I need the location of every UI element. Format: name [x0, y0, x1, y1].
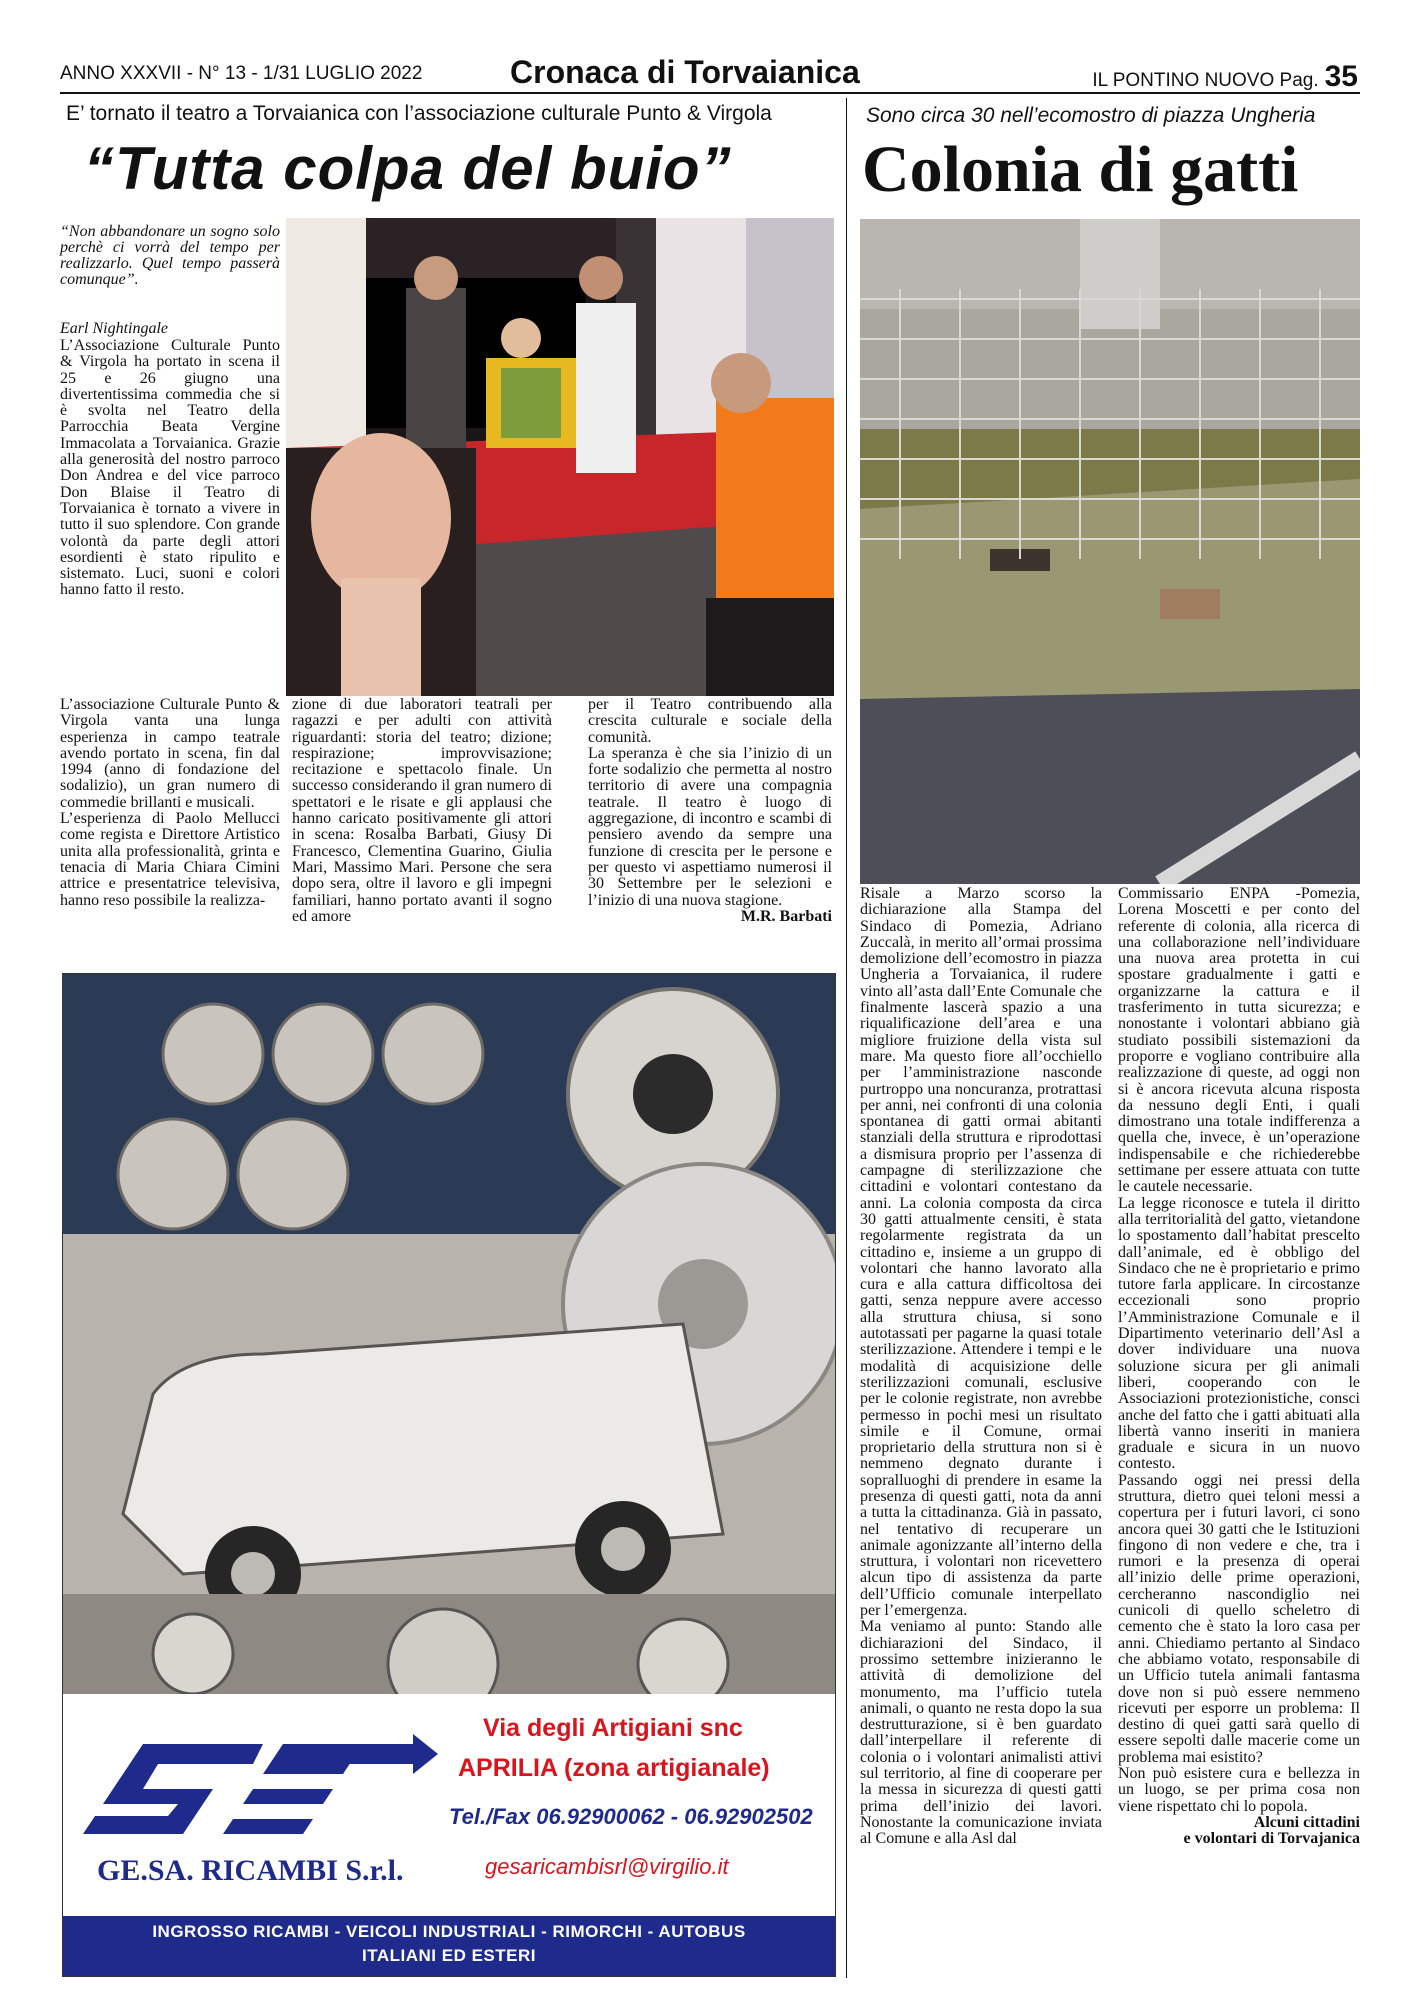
left-col1-p3: L’esperienza di Paolo Mellucci come regista e Direttore Artistico unita alla professionalità, grinta e tenacia di Maria Chiara Cimini attrice e presentatrice televisiva, hanno reso possibile la realizza- — [60, 810, 280, 909]
ad-banner-line1: INGROSSO RICAMBI - VEICOLI INDUSTRIALI - RIMORCHI - AUTOBUS — [152, 1922, 746, 1941]
left-col3 — [588, 697, 832, 925]
right-col2-p2: La legge riconosce e tutela il diritto alla territorialità del gatto, vietandone lo spostamento dall’habitat prescelto dall’animale, ed è obbligo del Sindaco che ne è proprietario e primo tutore farla applicare. In circostanze eccezionali sono proprio l’Amministrazione Comunale e il Dipartimento veterinario dell’Asl a dover individuare una nuova soluzione sicura per gli animali liberi, cooperando con le Associazioni protezionistiche, consci anche del fatto che i gatti abituati alla libertà vanno inseriti in maniera graduale e sicura in un nuovo contesto. — [1118, 1194, 1360, 1473]
left-col1-top: L’Associazione Culturale Punto & Virgola ha portato in scena il 25 e 26 giugno una divertentissima commedia che si è svolta nel Teatro della Parrocchia Beata Vergine Immacolata a Torvaianica. Grazie alla generosità del nostro parroco Don Andrea e del vice parroco Don Blaise il Teatro di Torvaianica è tornato a vivere in tutto il suo splendore. Con grande volontà da parte degli attori esordienti è stato ripulito e sistemato. Luci, suoni e colori hanno fatto il resto. — [60, 337, 280, 599]
right-col1 — [860, 886, 1102, 1848]
left-col1-p2: L’associazione Culturale Punto & Virgola vanta una lunga esperienza in campo teatrale avendo portato in scena, fin dal 1994 (anno di fondazione del sodalizio), un gran numero di commedie brillanti e musicali. — [60, 696, 280, 811]
cats-photo — [860, 219, 1360, 884]
company-email[interactable]: gesaricambisrl@virgilio.it — [485, 1854, 729, 1879]
left-kicker: E’ tornato il teatro a Torvaianica con l’associazione culturale Punto & Virgola — [66, 102, 772, 125]
company-city: APRILIA — [458, 1754, 558, 1782]
company-zone: (zona artigianale) — [564, 1754, 770, 1782]
left-col2: zione di due laboratori teatrali per ragazzi e per adulti con attività riguardanti: storia del teatro; dizione; respirazione; improvvisazione; recitazione e spettacolo finale. Un successo considerando il gran numero di spettatori e le risate e gli applausi che hanno caricato positivamente gli attori in scena: Rosalba Barbati, Giusy Di Francesco, Clementina Guarino, Giulia Mari, Massimo Mari. Persone che sera dopo sera, oltre il lavoro e gli impegni familiari, hanno portato avanti il sogno ed amore — [292, 696, 552, 925]
ad-banner-line2: ITALIANI ED ESTERI — [362, 1946, 536, 1965]
section-title: Cronaca di Torvaianica — [510, 54, 860, 90]
issue-line: ANNO XXXVII - N° 13 - 1/31 LUGLIO 2022 — [60, 63, 423, 84]
right-col1-p1: Risale a Marzo scorso la dichiarazione alla Stampa del Sindaco di Pomezia, Adriano Zuccalà, in merito all’ormai prossima demolizione dell’ecomostro in piazza Ungheria a Torvaianica, il rudere vinto all’asta dall’Ente Comunale che finalmente lascerà spazio a una riqualificazione dell’area e una migliore fruizione della vista sul mare. Ma questo fiore all’occhiello per l’amministrazione nasconde purtroppo una noncuranza, protrattasi per anni, nei confronti di una colonia spontanea di gatti ormai abitanti stanziali della struttura e riprodottasi a dismisura proprio per l’assenza di campagne di sterilizzazione che cittadini e volontari contestano da anni. La colonia composta da circa 30 gatti attualmente censiti, è stata regolarmente registrata da un cittadino e, insieme a un gruppo di volontari che hanno lavorato alla cura e alla cattura difficoltosa dei gatti, senza neppure avere accesso alla struttura chiusa, si sono autotassati per pagarne la quasi totale sterilizzazione. Attendere i tempi e le modalità di acquisizione delle sterilizzazioni comunali, esclusive per le colonie registrate, non avrebbe permesso in pochi mesi un risultato simile e il Comune, ormai proprietario della struttura non si è nemmeno degnato durante i sopralluoghi di prendere in esame la presenza di questi gatti, nota da anni a tutta la cittadinanza. Già in passato, nel tentativo di recuperare un animale agonizzante all’interno della struttura, i volontari non ricevettero alcun tipo di assistenza da parte dell’Ufficio comunale interpellato per l’emergenza. — [860, 885, 1102, 1620]
epigraph-quote: “Non abbandonare un sogno solo perchè ci vorrà del tempo per realizzarlo. Quel tempo passerà comunque”. — [60, 223, 280, 288]
right-col1-p2: Ma veniamo al punto: Stando alle dichiarazioni del Sindaco, il prossimo settembre inizieranno le attività di demolizione del monumento, ma l’ufficio tutela animali, o quanto ne resta dopo la sua destrutturazione, si è ben guardato dall’interpellare il referente di colonia o i volontari animalisti attivi sul territorio, al fine di cooperare per la messa in sicurezza di questi gatti prima dell’inizio dei lavori. Nonostante la comunicazione inviata al Comune e alla Asl dal — [860, 1618, 1102, 1848]
page-label: Pag. — [1279, 70, 1319, 91]
epigraph-author: Earl Nightingale — [60, 320, 168, 337]
company-address: Via degli Artigiani snc — [483, 1714, 743, 1742]
company-phone: Tel./Fax 06.92900062 - 06.92902502 — [449, 1804, 813, 1829]
left-signature: M.R. Barbati — [740, 907, 832, 925]
right-col2-p1: Commissario ENPA -Pomezia, Lorena Moscetti e per conto del referente di colonia, alla ricerca di una collaborazione nell’individuare una nuova area protetta in cui spostare gradualmente i gatti e organizzarne la cattura e il trasferimento in tutta sicurezza; e nonostante i volontari abbiano già studiato possibili sistemazioni da proporre e vogliano contribuire alla realizzazione di queste, ad oggi non si è ancora ricevuta alcuna risposta da nessuno degli Enti, i quali dimostrano una totale indifferenza a quella che, invece, è un’operazione indispensabile e che richiederebbe settimane per essere attuata con tutte le cautele necessarie. — [1118, 885, 1360, 1196]
left-headline: “Tutta colpa del buio” — [84, 135, 732, 202]
right-col2-p4: Non può esistere cura e bellezza in un luogo, se per prima cosa non viene rispettato chi lo popola. — [1118, 1765, 1360, 1815]
advertisement — [62, 973, 836, 1977]
right-col2-p3: Passando oggi nei pressi della struttura, dietro quei teloni messi a copertura per i futuri lavori, ci sono ancora quei 30 gatti che le Istituzioni fingono di non vedere e che, tra i rumori e la presenza di operai all’inizio delle prime operazioni, cercheranno nascondiglio nei cunicoli di quello scheletro di cemento che è stato la loro casa per anni. Chiediamo pertanto al Sindaco che abbiamo votato, responsabile di un Ufficio tutela animali fantasma dove non si può essere nemmeno ricevuti per esporre un problema: Il destino di quei gatti sarà quello di essere sepolti dalle macerie come un problema mai esistito? — [1118, 1471, 1360, 1766]
company-city-line — [458, 1754, 770, 1783]
column-divider — [846, 98, 847, 1978]
company-name: GE.SA. RICAMBI S.r.l. — [97, 1854, 404, 1887]
left-col3-p1: per il Teatro contribuendo alla crescita culturale e sociale della comunità. — [588, 696, 832, 746]
paper-title: IL PONTINO NUOVO — [1092, 70, 1275, 91]
header-rule — [60, 92, 1360, 94]
right-kicker: Sono circa 30 nell’ecomostro di piazza Ungheria — [866, 104, 1316, 127]
right-col2 — [1118, 886, 1360, 1848]
paper-name — [1092, 60, 1358, 94]
page-number: 35 — [1324, 60, 1358, 93]
theatre-photo — [286, 218, 834, 696]
left-col1-bottom — [60, 697, 280, 909]
right-headline: Colonia di gatti — [862, 133, 1299, 206]
right-signature-2: e volontari di Torvajanica — [1183, 1830, 1360, 1848]
left-col3-p2: La speranza è che sia l’inizio di un forte sodalizio che permetta al nostro territorio di avere una compagnia teatrale. Il teatro è luogo di aggregazione, di incontro e scambi di pensiero avendo da sempre una funzione di crescita per le persone e per questo vi aspettiamo numerosi il 30 Settembre per le selezioni e l’inizio di una nuova stagione. — [588, 744, 832, 909]
right-signature-1: Alcuni cittadini — [1253, 1813, 1360, 1831]
